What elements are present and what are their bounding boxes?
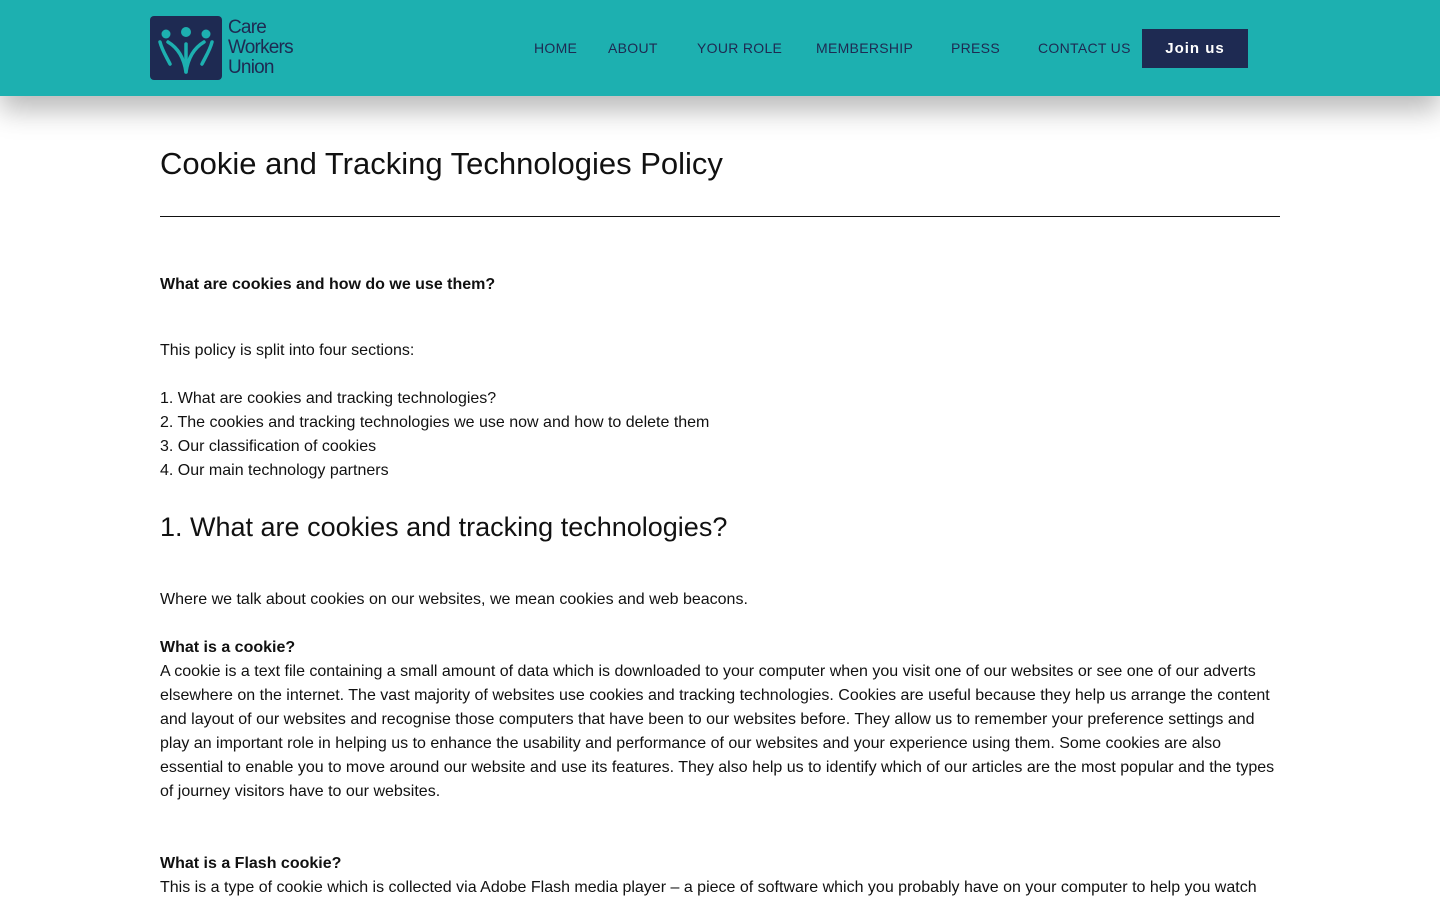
site-header: [0, 0, 1440, 96]
intro-heading: What are cookies and how do we use them?: [160, 276, 496, 293]
join-us-button[interactable]: Join us: [1142, 29, 1248, 68]
section-1-heading: 1. What are cookies and tracking technologies?: [160, 512, 728, 542]
nav-about[interactable]: ABOUT: [608, 40, 658, 56]
nav-home[interactable]: HOME: [534, 40, 578, 56]
logo-wordmark: [228, 18, 293, 78]
list-item: 1. What are cookies and tracking technologies?: [160, 390, 497, 407]
section-list: [160, 387, 709, 483]
nav-contact-us[interactable]: CONTACT US: [1038, 40, 1131, 56]
nav-press[interactable]: PRESS: [951, 40, 1000, 56]
logo-line-union: Union: [228, 57, 274, 78]
cookie-definition-heading: What is a cookie?: [160, 639, 296, 656]
list-item: 2. The cookies and tracking technologies we use now and how to delete them: [160, 414, 710, 431]
logo-figures-icon: [150, 16, 222, 80]
site-logo[interactable]: [150, 16, 293, 80]
flash-cookie-text: This is a type of cookie which is collected via Adobe Flash media player – a piece of software which you probably have on your computer to help you watch: [160, 879, 1257, 896]
flash-cookie-heading: What is a Flash cookie?: [160, 855, 342, 872]
list-item: 4. Our main technology partners: [160, 462, 389, 479]
logo-line-care: Care: [228, 17, 266, 38]
cookie-definition-text: A cookie is a text file containing a small amount of data which is downloaded to your computer when you visit one of our websites or see one of our adverts elsewhere on the internet. The vast majority of websites use cookies and tracking technologies. Cookies are useful because they help us arrange the content and layout of our websites and recognise those computers that have been to our websites before. They allow us to remember your preference settings and play an important role in helping us to enhance the usability and performance of our websites and your experience using them. Some cookies are also essential to enable you to move around our website and use its features. They also help us to identify which of our articles are the most popular and the types of journey visitors have to our websites.: [160, 663, 1275, 800]
nav-membership[interactable]: MEMBERSHIP: [816, 40, 914, 56]
title-divider: [160, 216, 1280, 217]
nav-your-role[interactable]: YOUR ROLE: [697, 40, 783, 56]
intro-text: This policy is split into four sections:: [160, 342, 415, 359]
section-1-intro: Where we talk about cookies on our websites, we mean cookies and web beacons.: [160, 591, 748, 608]
list-item: 3. Our classification of cookies: [160, 438, 377, 455]
logo-line-workers: Workers: [228, 37, 293, 58]
page-title: Cookie and Tracking Technologies Policy: [160, 146, 723, 181]
